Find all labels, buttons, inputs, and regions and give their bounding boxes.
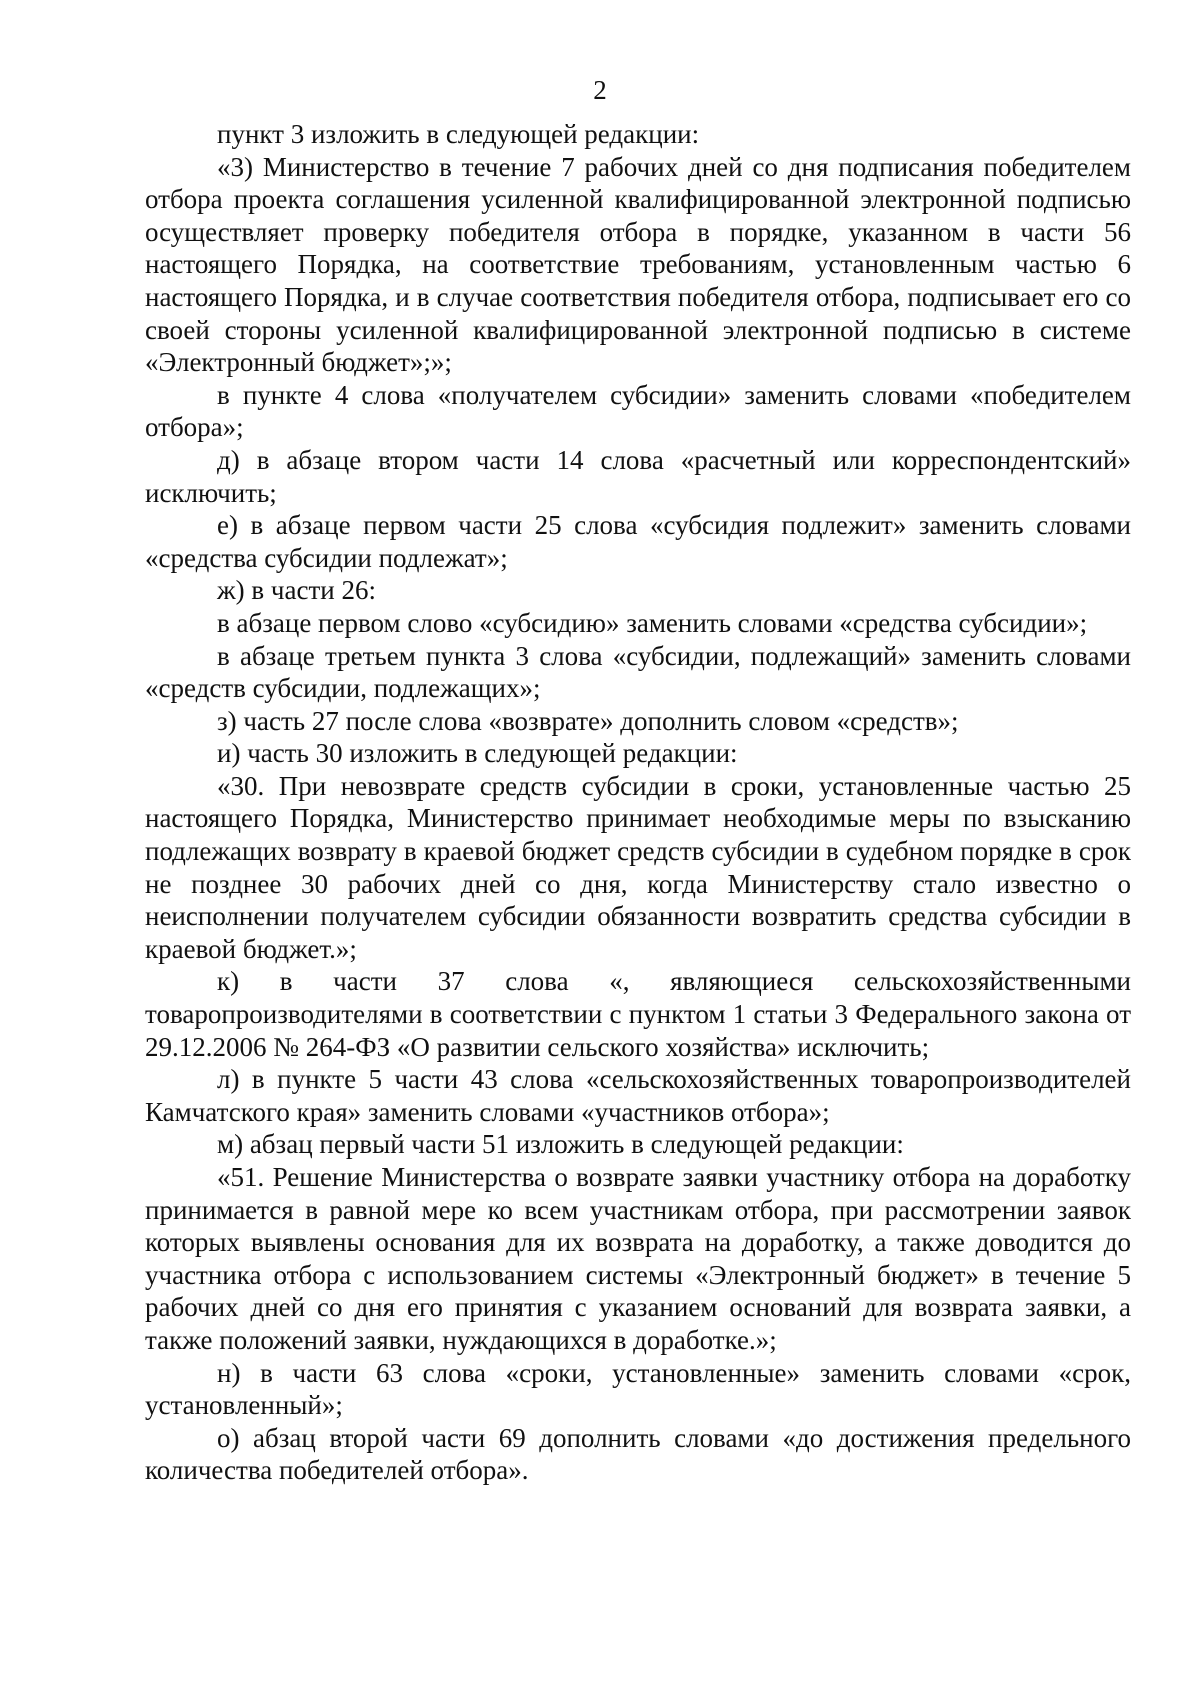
paragraph-item-d: д) в абзаце втором части 14 слова «расчетный или корреспондентский» исключить; [145, 444, 1131, 508]
paragraph-item-n: н) в части 63 слова «сроки, установленные» заменить словами «срок, установленный»; [145, 1357, 1131, 1421]
paragraph-item-m: м) абзац первый части 51 изложить в следующей редакции: [217, 1129, 904, 1160]
document-body [145, 118, 1131, 1487]
paragraph-item-i: и) часть 30 изложить в следующей редакции: [217, 738, 738, 769]
paragraph-item-zh-1: в абзаце первом слово «субсидию» заменить словами «средства субсидии»; [217, 607, 1088, 638]
paragraph-item-k: к) в части 37 слова «, являющиеся сельскохозяйственными товаропроизводителями в соответствии с пунктом 1 статьи 3 Федерального закона от 29.12.2006 № 264-ФЗ «О развитии сельского хозяйства» исключить; [145, 966, 1131, 1062]
paragraph-point-3-text: «3) Министерство в течение 7 рабочих дней со дня подписания победителем отбора проекта соглашения усиленной квалифицированной электронной подписью осуществляет проверку победителя отбора в порядке, указанном в части 56 настоящего Порядка, на соответствие требованиям, установленным частью 6 настоящего Порядка, и в случае соответствия победителя отбора, подписывает его со своей стороны усиленной квалифицированной электронной подписью в системе «Электронный бюджет»;»; [145, 151, 1131, 378]
paragraph-item-zh-2: в абзаце третьем пункта 3 слова «субсидии, подлежащий» заменить словами «средств субсидии, подлежащих»; [145, 640, 1131, 704]
page-number: 2 [593, 75, 607, 105]
paragraph-item-l: л) в пункте 5 части 43 слова «сельскохозяйственных товаропроизводителей Камчатского края» заменить словами «участников отбора»; [145, 1064, 1131, 1127]
paragraph-item-e: е) в абзаце первом части 25 слова «субсидия подлежит» заменить словами «средства субсидии подлежат»; [145, 510, 1131, 573]
paragraph-item-z: з) часть 27 после слова «возврате» дополнить словом «средств»; [217, 705, 959, 736]
paragraph-item-zh: ж) в части 26: [217, 575, 376, 606]
paragraph-intro-point-3: пункт 3 изложить в следующей редакции: [217, 119, 700, 149]
paragraph-part-51-text: «51. Решение Министерства о возврате заявки участнику отбора на доработку принимается в равной мере ко всем участникам отбора, при рассмотрении заявок которых выявлены основания для их возврата на доработку, а также доводится до участника отбора с использованием системы «Электронный бюджет» в течение 5 рабочих дней со дня его принятия с указанием оснований для возврата заявки, а также положений заявки, нуждающихся в доработке.»; [145, 1162, 1131, 1355]
paragraph-part-30-text: «30. При невозврате средств субсидии в сроки, установленные частью 25 настоящего Порядка, Министерство принимает необходимые меры по взысканию подлежащих возврату в краевой бюджет средств субсидии в судебном порядке в срок не позднее 30 рабочих дней со дня, когда Министерству стало известно о неисполнении получателем субсидии обязанности возвратить средства субсидии в краевой бюджет.»; [145, 770, 1131, 964]
paragraph-item-o: о) абзац второй части 69 дополнить словами «до достижения предельного количества победителей отбора». [145, 1422, 1131, 1486]
paragraph-point-4: в пункте 4 слова «получателем субсидии» заменить словами «победителем отбора»; [145, 379, 1131, 443]
